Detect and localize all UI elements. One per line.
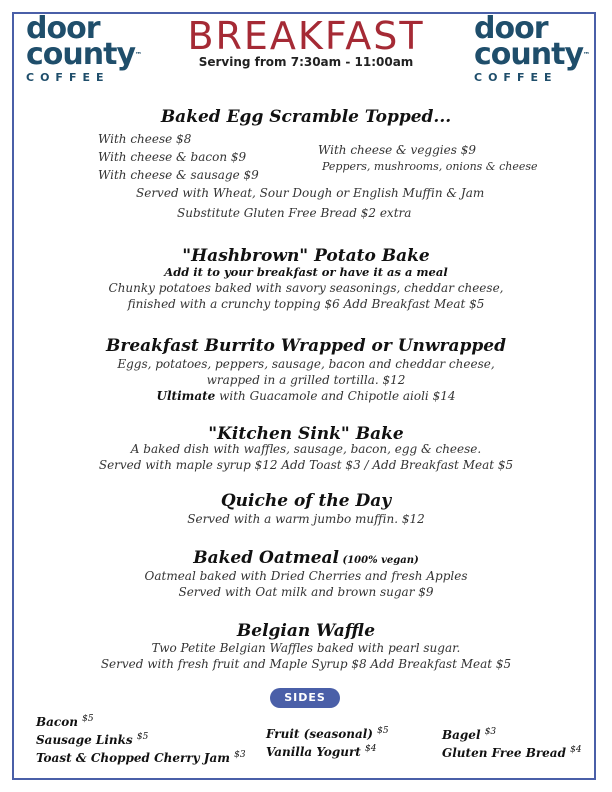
scramble-gluten: Substitute Gluten Free Bread $2 extra [177, 206, 412, 220]
scramble-option: With cheese $8 [98, 132, 192, 146]
sink-desc: A baked dish with waffles, sausage, bacon, egg & cheese. [130, 442, 482, 456]
sides-badge: SIDES [270, 688, 340, 708]
logo-line3: COFFEE [474, 71, 558, 84]
oatmeal-desc: Served with Oat milk and brown sugar $9 [178, 585, 434, 599]
side-item: Fruit (seasonal) $^{\$5}$ [266, 726, 389, 741]
scramble-option: With cheese & sausage $9 [98, 168, 259, 182]
side-item: Bagel $^{\$3}$ [442, 727, 497, 742]
quiche-heading: Quiche of the Day [220, 491, 392, 511]
logo-left [26, 11, 143, 84]
burrito-heading: Breakfast Burrito Wrapped or Unwrapped [106, 336, 506, 356]
serving-hours: Serving from 7:30am - 11:00am [198, 55, 414, 69]
sink-desc: Served with maple syrup $12 Add Toast $3 / Add Breakfast Meat $5 [98, 458, 514, 472]
logo-line3: COFFEE [26, 71, 110, 84]
burrito-desc: Eggs, potatoes, peppers, sausage, bacon and cheddar cheese, [117, 357, 495, 371]
hashbrown-desc: finished with a crunchy topping $6 Add Breakfast Meat $5 [127, 297, 485, 311]
scramble-option: With cheese & bacon $9 [98, 150, 247, 164]
hashbrown-sub: Add it to your breakfast or have it as a meal [164, 265, 448, 279]
waffle-desc: Two Petite Belgian Waffles baked with pearl sugar. [151, 641, 461, 655]
waffle-heading: Belgian Waffle [236, 621, 376, 641]
logo-line2: county™ [474, 37, 591, 72]
hashbrown-desc: Chunky potatoes baked with savory seasonings, cheddar cheese, [108, 281, 504, 295]
logo-line1: door [26, 11, 100, 46]
logo-right [474, 11, 591, 84]
hashbrown-heading: "Hashbrown" Potato Bake [182, 246, 430, 266]
side-item: Sausage Links $^{\$5}$ [36, 732, 149, 747]
scramble-option: With cheese & veggies $9 [318, 143, 476, 157]
waffle-desc: Served with fresh fruit and Maple Syrup $8 Add Breakfast Meat $5 [100, 657, 512, 671]
sink-heading: "Kitchen Sink" Bake [208, 424, 404, 444]
scramble-heading: Baked Egg Scramble Topped... [160, 107, 452, 127]
scramble-served: Served with Wheat, Sour Dough or English Muffin & Jam [136, 186, 485, 200]
oatmeal-heading: Baked Oatmeal (100% vegan) [193, 548, 419, 568]
oatmeal-desc: Oatmeal baked with Dried Cherries and fresh Apples [144, 569, 468, 583]
side-item: Bacon $^{\$5}$ [36, 714, 94, 729]
quiche-desc: Served with a warm jumbo muffin. $12 [187, 512, 425, 526]
side-item: Gluten Free Bread $^{\$4}$ [442, 745, 582, 760]
burrito-desc: wrapped in a grilled tortilla. $12 [206, 373, 406, 387]
logo-line2: county™ [26, 37, 143, 72]
scramble-veggies: Peppers, mushrooms, onions & cheese [322, 160, 538, 173]
side-item: Toast & Chopped Cherry Jam $^{\$3}$ [36, 750, 246, 765]
side-item: Vanilla Yogurt $^{\$4}$ [266, 744, 377, 759]
page-title: BREAKFAST [187, 14, 425, 58]
logo-line1: door [474, 11, 548, 46]
burrito-ultimate: Ultimate with Guacamole and Chipotle aioli $14 [156, 389, 456, 403]
